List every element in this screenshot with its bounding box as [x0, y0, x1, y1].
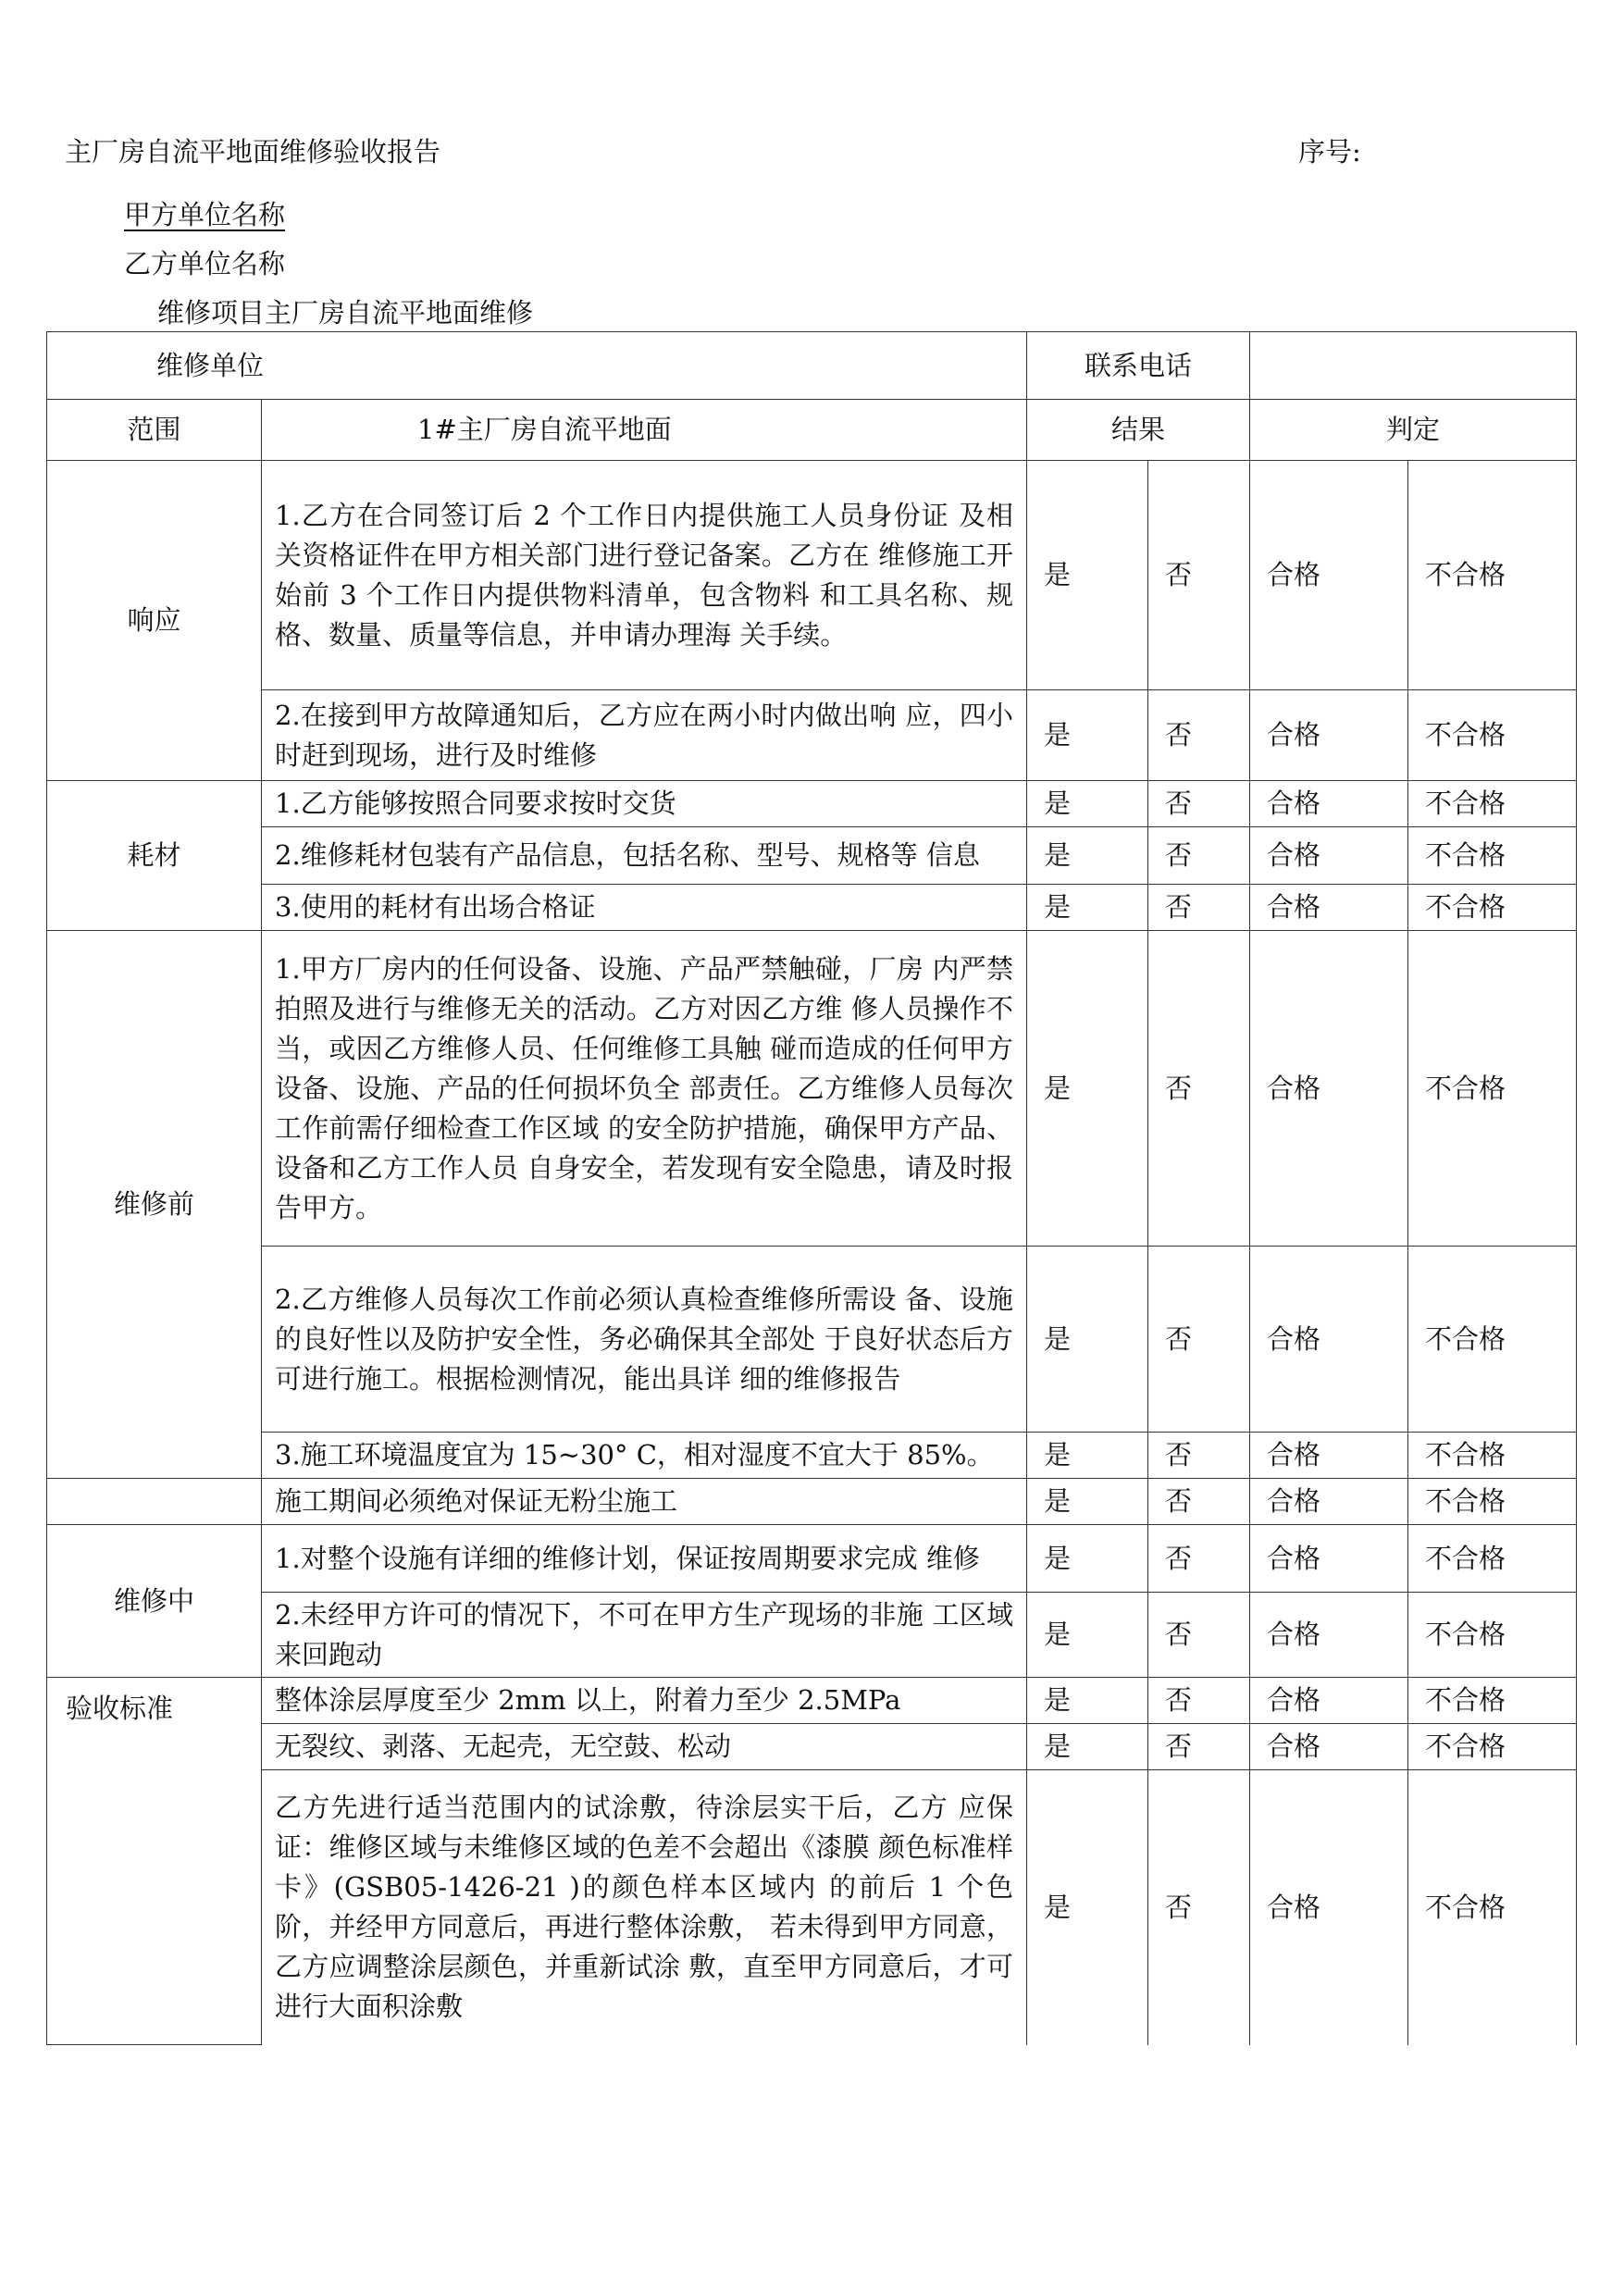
option-fail[interactable]: 不合格 — [1408, 1247, 1577, 1433]
option-fail[interactable]: 不合格 — [1408, 1433, 1577, 1479]
requirement-text: 乙方先进行适当范围内的试涂敷，待涂层实干后，乙方 应保证：维修区域与未维修区域的色差不会超出《漆膜 颜色标准样卡》(GSB05-1426-21 )的颜色样本区域内 的前后 1 个色阶，并经甲方同意后，再进行整体涂敷， 若未得到甲方同意，乙方应调整涂层颜色，并重新试涂 敷，直至甲方同意后，才可进行大面积涂敷 — [262, 1770, 1027, 2045]
option-fail[interactable]: 不合格 — [1408, 885, 1577, 931]
option-no[interactable]: 否 — [1148, 1593, 1250, 1678]
option-fail[interactable]: 不合格 — [1408, 1479, 1577, 1525]
category-cell: 响应 — [47, 461, 262, 781]
option-yes[interactable]: 是 — [1027, 1433, 1148, 1479]
category-cell: 维修前 — [47, 931, 262, 1479]
option-pass[interactable]: 合格 — [1250, 1678, 1408, 1724]
option-yes[interactable]: 是 — [1027, 931, 1148, 1247]
requirement-text: 3.使用的耗材有出场合格证 — [262, 885, 1027, 931]
option-fail[interactable]: 不合格 — [1408, 1770, 1577, 2045]
requirement-text: 施工期间必须绝对保证无粉尘施工 — [262, 1479, 1027, 1525]
option-fail[interactable]: 不合格 — [1408, 1724, 1577, 1770]
category-cell: 耗材 — [47, 781, 262, 931]
option-yes[interactable]: 是 — [1027, 1678, 1148, 1724]
option-pass[interactable]: 合格 — [1250, 781, 1408, 827]
table-row — [47, 827, 1577, 885]
option-pass[interactable]: 合格 — [1250, 461, 1408, 690]
option-no[interactable]: 否 — [1148, 931, 1250, 1247]
option-pass[interactable]: 合格 — [1250, 690, 1408, 781]
option-yes[interactable]: 是 — [1027, 461, 1148, 690]
option-fail[interactable]: 不合格 — [1408, 781, 1577, 827]
category-cell — [47, 1479, 262, 1525]
option-pass[interactable]: 合格 — [1250, 1247, 1408, 1433]
scope-value: 1#主厂房自流平地面 — [262, 400, 1027, 461]
table-row — [47, 461, 1577, 690]
project-label: 维修项目主厂房自流平地面维修 — [157, 297, 534, 329]
option-no[interactable]: 否 — [1148, 781, 1250, 827]
option-yes[interactable]: 是 — [1027, 1770, 1148, 2045]
option-fail[interactable]: 不合格 — [1408, 461, 1577, 690]
category-cell: 维修中 — [47, 1525, 262, 1678]
option-no[interactable]: 否 — [1148, 690, 1250, 781]
requirement-text: 1.甲方厂房内的任何设备、设施、产品严禁触碰，厂房 内严禁拍照及进行与维修无关的活动。乙方对因乙方维 修人员操作不当，或因乙方维修人员、任何维修工具触 碰而造成的任何甲方设备、设施、产品的任何损坏负全 部责任。乙方维修人员每次工作前需仔细检查工作区域 的安全防护措施，确保甲方产品、设备和乙方工作人员 自身安全，若发现有安全隐患，请及时报告甲方。 — [262, 931, 1027, 1247]
requirement-text: 1.乙方能够按照合同要求按时交货 — [262, 781, 1027, 827]
option-pass[interactable]: 合格 — [1250, 1525, 1408, 1593]
option-yes[interactable]: 是 — [1027, 1525, 1148, 1593]
option-yes[interactable]: 是 — [1027, 1724, 1148, 1770]
table-row — [47, 1433, 1577, 1479]
acceptance-table — [46, 331, 1577, 2045]
option-yes[interactable]: 是 — [1027, 1479, 1148, 1525]
option-pass[interactable]: 合格 — [1250, 885, 1408, 931]
scope-row — [47, 400, 1577, 461]
requirement-text: 1.乙方在合同签订后 2 个工作日内提供施工人员身份证 及相关资格证件在甲方相关部门进行登记备案。乙方在 维修施工开始前 3 个工作日内提供物料清单，包含物料 和工具名称、规格、数量、质量等信息，并申请办理海 关手续。 — [262, 461, 1027, 690]
table-row — [47, 1247, 1577, 1433]
table-row — [47, 1678, 1577, 1724]
table-row — [47, 1593, 1577, 1678]
table-row — [47, 781, 1577, 827]
serial-number-label: 序号: — [1298, 136, 1361, 167]
option-no[interactable]: 否 — [1148, 1525, 1250, 1593]
requirement-text: 2.未经甲方许可的情况下，不可在甲方生产现场的非施 工区域来回跑动 — [262, 1593, 1027, 1678]
option-yes[interactable]: 是 — [1027, 885, 1148, 931]
option-yes[interactable]: 是 — [1027, 827, 1148, 885]
requirement-text: 1.对整个设施有详细的维修计划，保证按周期要求完成 维修 — [262, 1525, 1027, 1593]
scope-label: 范围 — [47, 400, 262, 461]
table-row — [47, 690, 1577, 781]
table-row — [47, 1724, 1577, 1770]
option-pass[interactable]: 合格 — [1250, 827, 1408, 885]
option-pass[interactable]: 合格 — [1250, 1479, 1408, 1525]
phone-label: 联系电话 — [1027, 332, 1250, 400]
phone-value-cell[interactable] — [1250, 332, 1577, 400]
table-row — [47, 1525, 1577, 1593]
requirement-text: 无裂纹、剥落、无起壳，无空鼓、松动 — [262, 1724, 1027, 1770]
option-no[interactable]: 否 — [1148, 1770, 1250, 2045]
option-pass[interactable]: 合格 — [1250, 1593, 1408, 1678]
requirement-text: 2.乙方维修人员每次工作前必须认真检查维修所需设 备、设施的良好性以及防护安全性，务必确保其全部处 于良好状态后方可进行施工。根据检测情况，能出具详 细的维修报告 — [262, 1247, 1027, 1433]
option-no[interactable]: 否 — [1148, 1678, 1250, 1724]
option-no[interactable]: 否 — [1148, 1724, 1250, 1770]
requirement-text: 2.在接到甲方故障通知后，乙方应在两小时内做出响 应，四小时赶到现场，进行及时维修 — [262, 690, 1027, 781]
party-b-name-label: 乙方单位名称 — [124, 248, 286, 279]
category-cell: 验收标准 — [47, 1678, 262, 2045]
judgement-header: 判定 — [1250, 400, 1577, 461]
result-header: 结果 — [1027, 400, 1250, 461]
option-fail[interactable]: 不合格 — [1408, 931, 1577, 1247]
option-no[interactable]: 否 — [1148, 1433, 1250, 1479]
table-row — [47, 885, 1577, 931]
option-no[interactable]: 否 — [1148, 1479, 1250, 1525]
option-pass[interactable]: 合格 — [1250, 1724, 1408, 1770]
table-row — [47, 1770, 1577, 2045]
option-no[interactable]: 否 — [1148, 461, 1250, 690]
option-no[interactable]: 否 — [1148, 885, 1250, 931]
document-title: 主厂房自流平地面维修验收报告 — [65, 136, 441, 167]
option-yes[interactable]: 是 — [1027, 1593, 1148, 1678]
option-fail[interactable]: 不合格 — [1408, 1678, 1577, 1724]
requirement-text: 2.维修耗材包装有产品信息，包括名称、型号、规格等 信息 — [262, 827, 1027, 885]
option-fail[interactable]: 不合格 — [1408, 690, 1577, 781]
option-pass[interactable]: 合格 — [1250, 931, 1408, 1247]
option-yes[interactable]: 是 — [1027, 690, 1148, 781]
option-yes[interactable]: 是 — [1027, 781, 1148, 827]
party-a-name-label: 甲方单位名称 — [124, 199, 286, 230]
option-fail[interactable]: 不合格 — [1408, 1593, 1577, 1678]
requirement-text: 3.施工环境温度宜为 15~30° C，相对湿度不宜大于 85%。 — [262, 1433, 1027, 1479]
option-fail[interactable]: 不合格 — [1408, 1525, 1577, 1593]
option-no[interactable]: 否 — [1148, 827, 1250, 885]
repair-unit-row — [47, 332, 1577, 400]
option-pass[interactable]: 合格 — [1250, 1770, 1408, 2045]
repair-unit-label: 维修单位 — [47, 332, 1027, 400]
option-fail[interactable]: 不合格 — [1408, 827, 1577, 885]
requirement-text: 整体涂层厚度至少 2mm 以上，附着力至少 2.5MPa — [262, 1678, 1027, 1724]
table-row — [47, 1479, 1577, 1525]
option-no[interactable]: 否 — [1148, 1247, 1250, 1433]
table-row — [47, 931, 1577, 1247]
option-pass[interactable]: 合格 — [1250, 1433, 1408, 1479]
option-yes[interactable]: 是 — [1027, 1247, 1148, 1433]
